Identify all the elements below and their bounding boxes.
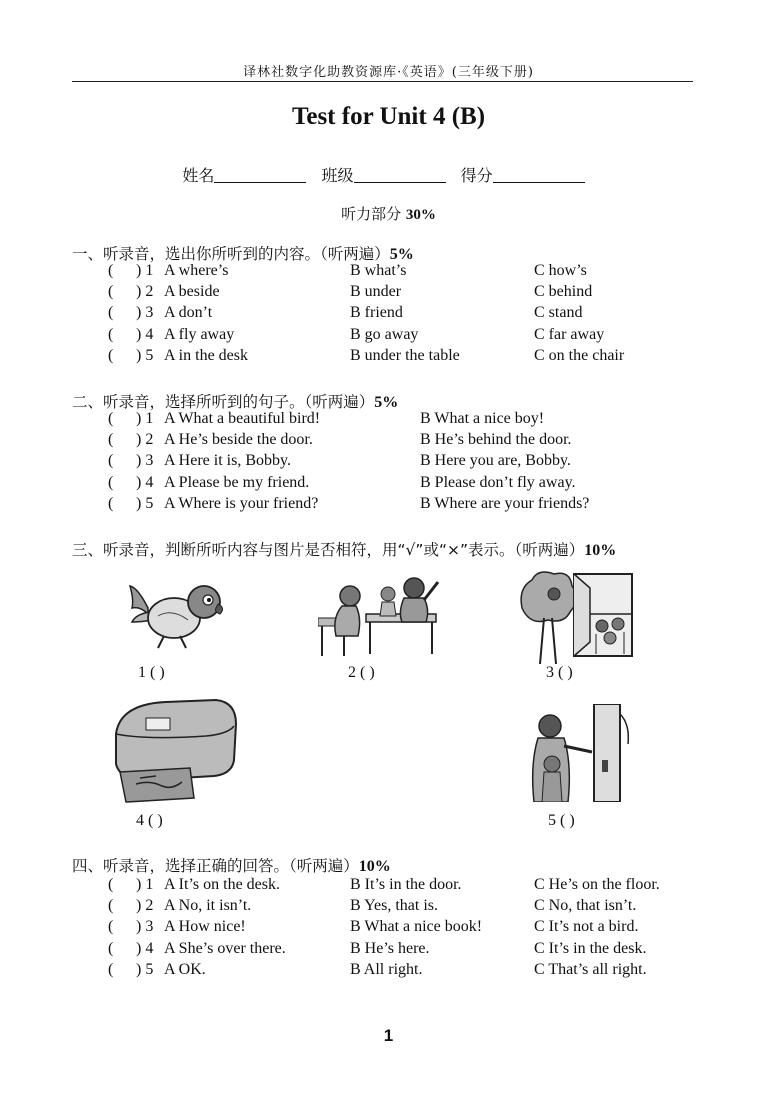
section2-heading: 二、听录音，选择所听到的句子。（听两遍）5% (72, 393, 399, 411)
question-row (0, 410, 777, 430)
question-row (0, 283, 777, 303)
question-number: ) 5 (136, 494, 154, 512)
option-b: B under (350, 283, 402, 301)
section1-heading: 一、听录音，选出你所听到的内容。（听两遍）5% (72, 245, 414, 263)
classroom-illustration (318, 574, 448, 660)
section3-heading: 三、听录音，判断所听内容与图片是否相符，用“√”或“×”表示。（听两遍）10% (72, 541, 617, 559)
answer-paren[interactable]: ( (108, 431, 114, 449)
question-number: ) 1 (136, 262, 154, 279)
answer-paren[interactable]: ( (108, 494, 114, 512)
option-b: B He’s here. (350, 939, 430, 957)
question-row (0, 452, 777, 472)
option-a: A Please be my friend. (164, 473, 310, 491)
question-row (0, 262, 777, 282)
pencil-box-illustration (106, 694, 240, 804)
option-b: B He’s behind the door. (420, 431, 572, 449)
picture-2-label: 2 ( ) (348, 664, 375, 681)
class-field[interactable] (354, 166, 446, 183)
question-row (0, 347, 777, 367)
option-b: B Where are your friends? (420, 494, 590, 512)
option-b: B go away (350, 325, 419, 343)
option-a: A He’s beside the door. (164, 431, 313, 449)
answer-paren[interactable]: ( (108, 304, 114, 322)
question-row (0, 918, 777, 938)
question-number: ) 2 (136, 897, 154, 915)
question-row (0, 961, 777, 981)
page-header: 译林社数字化助教资源库·《英语》(三年级下册) (243, 65, 534, 80)
option-b: B What a nice book! (350, 918, 483, 936)
answer-paren[interactable]: ( (108, 960, 114, 978)
header-rule (72, 81, 693, 82)
option-a: A where’s (164, 262, 229, 279)
option-c: C stand (534, 304, 583, 322)
question-row (0, 474, 777, 494)
option-b: B Here you are, Bobby. (420, 452, 571, 470)
score-label: 得分 (460, 166, 493, 185)
option-c: C It’s not a bird. (534, 918, 639, 936)
answer-paren[interactable]: ( (108, 939, 114, 957)
option-c: C It’s in the desk. (534, 939, 647, 957)
answer-paren[interactable]: ( (108, 473, 114, 491)
option-a: A don’t (164, 304, 213, 322)
answer-paren[interactable]: ( (108, 325, 114, 343)
name-label: 姓名 (182, 166, 215, 185)
option-a: A fly away (164, 325, 235, 343)
answer-paren[interactable]: ( (108, 410, 114, 427)
page-number: 1 (383, 1026, 394, 1045)
option-a: A What a beautiful bird! (164, 410, 321, 427)
question-number: ) 4 (136, 939, 154, 957)
question-number: ) 2 (136, 431, 154, 449)
question-row (0, 940, 777, 960)
option-c: C how’s (534, 262, 587, 279)
option-b: B All right. (350, 960, 423, 978)
answer-paren[interactable]: ( (108, 876, 114, 893)
door-illustration (528, 704, 632, 802)
question-row (0, 326, 777, 346)
student-info-line (0, 163, 777, 186)
question-number: ) 1 (136, 410, 154, 427)
answer-paren[interactable]: ( (108, 897, 114, 915)
question-number: ) 4 (136, 473, 154, 491)
question-number: ) 5 (136, 960, 154, 978)
option-a: A She’s over there. (164, 939, 286, 957)
option-a: A Where is your friend? (164, 494, 319, 512)
option-c: C No, that isn’t. (534, 897, 637, 915)
option-c: C far away (534, 325, 605, 343)
question-row (0, 876, 777, 896)
question-row (0, 431, 777, 451)
option-a: A OK. (164, 960, 206, 978)
question-number: ) 3 (136, 304, 154, 322)
option-b: B under the table (350, 346, 460, 364)
question-row (0, 495, 777, 515)
answer-paren[interactable]: ( (108, 262, 114, 279)
part-subtitle: 听力部分 30% (341, 205, 436, 223)
question-number: ) 2 (136, 283, 154, 301)
picture-5-label: 5 ( ) (548, 812, 575, 829)
option-a: A Here it is, Bobby. (164, 452, 291, 470)
option-b: B Yes, that is. (350, 897, 439, 915)
option-a: A in the desk (164, 346, 248, 364)
option-b: B It’s in the door. (350, 876, 462, 893)
answer-paren[interactable]: ( (108, 452, 114, 470)
question-number: ) 5 (136, 346, 154, 364)
score-field[interactable] (493, 166, 585, 183)
option-a: A beside (164, 283, 220, 301)
option-c: C behind (534, 283, 593, 301)
option-b: B Please don’t fly away. (420, 473, 576, 491)
option-a: A It’s on the desk. (164, 876, 280, 893)
option-c: C He’s on the floor. (534, 876, 660, 893)
option-b: B what’s (350, 262, 407, 279)
bird-illustration (128, 578, 226, 650)
class-label: 班级 (321, 166, 354, 185)
option-c: C on the chair (534, 346, 625, 364)
option-a: A No, it isn’t. (164, 897, 252, 915)
question-number: ) 4 (136, 325, 154, 343)
picture-3-label: 3 ( ) (546, 664, 573, 681)
option-a: A How nice! (164, 918, 246, 936)
answer-paren[interactable]: ( (108, 918, 114, 936)
question-number: ) 1 (136, 876, 154, 893)
question-number: ) 3 (136, 918, 154, 936)
tree-window-illustration (518, 568, 636, 664)
question-row (0, 304, 777, 324)
question-number: ) 3 (136, 452, 154, 470)
answer-paren[interactable]: ( (108, 283, 114, 301)
section4-heading: 四、听录音，选择正确的回答。（听两遍）10% (72, 857, 391, 875)
option-b: B What a nice boy! (420, 410, 545, 427)
option-c: C That’s all right. (534, 960, 647, 978)
option-b: B friend (350, 304, 403, 322)
picture-4-label: 4 ( ) (136, 812, 163, 829)
question-row (0, 897, 777, 917)
page-title: Test for Unit 4 (B) (291, 103, 486, 130)
answer-paren[interactable]: ( (108, 346, 114, 364)
name-field[interactable] (214, 166, 306, 183)
picture-1-label: 1 ( ) (138, 664, 165, 681)
